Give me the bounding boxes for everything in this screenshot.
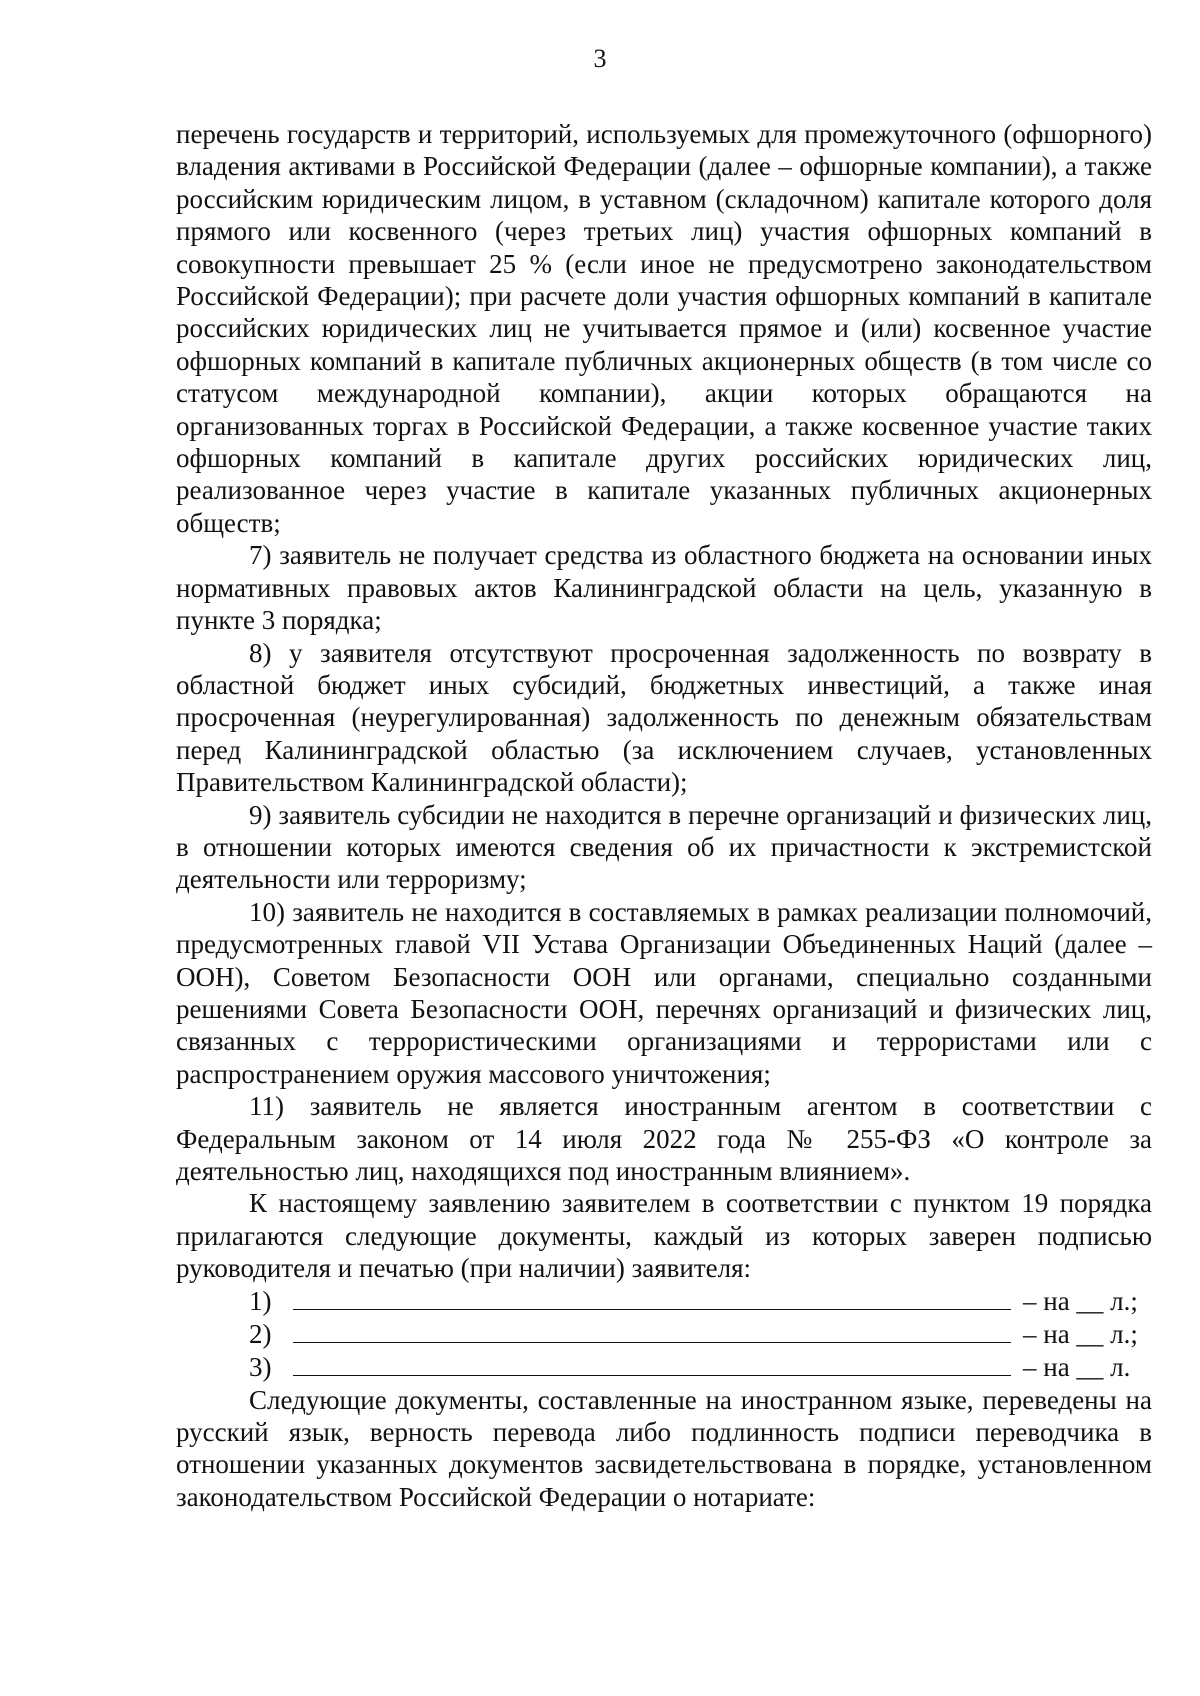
paragraph-item-10: 10) заявитель не находится в составляемых в рамках реализации полномочий, предусмотренных главой VII Устава Организации Объединенных Наций (далее – ООН), Советом Безопасности ООН или органами, специально созданными решениями Совета Безопасности ООН, перечнях организаций и физических лиц, связанных с террористическими организациями и террористами или с распространением оружия массового уничтожения; xyxy=(176,896,1152,1089)
attachment-sheets: – на __ л.; xyxy=(1023,1318,1138,1349)
attachment-row-3 xyxy=(176,1351,1152,1384)
attachment-blank-line xyxy=(293,1320,1011,1343)
paragraph-item-8: 8) у заявителя отсутствуют просроченная задолженность по возврату в областной бюджет иных субсидий, бюджетных инвестиций, а также иная просроченная (неурегулированная) задолженность по денежным обязательствам перед Калининградской областью (за исключением случаев, установленных Правительством Калининградской области); xyxy=(176,637,1152,798)
attachments-list xyxy=(176,1285,1152,1384)
paragraph-item-9: 9) заявитель субсидии не находится в перечне организаций и физических лиц, в отношении которых имеются сведения об их причастности к экстремистской деятельности или терроризму; xyxy=(176,799,1152,895)
attachment-sheets: – на __ л. xyxy=(1023,1351,1131,1382)
attachment-blank-line xyxy=(293,1287,1011,1310)
document-body xyxy=(176,118,1152,1513)
page-number: 3 xyxy=(593,44,607,73)
paragraph-offshore-continuation: перечень государств и территорий, используемых для промежуточного (офшорного) владения активами в Российской Федерации (далее – офшорные компании), а также российским юридическим лицом, в уставном (складочном) капитале которого доля прямого или косвенного (через третьих лиц) участия офшорных компаний в совокупности превышает 25 % (если иное не предусмотрено законодательством Российской Федерации); при расчете доли участия офшорных компаний в капитале российских юридических лиц не учитывается прямое и (или) косвенное участие офшорных компаний в капитале публичных акционерных обществ (в том числе со статусом международной компании), акции которых обращаются на организованных торгах в Российской Федерации, а также косвенное участие таких офшорных компаний в капитале других российских юридических лиц, реализованное через участие в капитале указанных публичных акционерных обществ; xyxy=(176,119,1152,538)
paragraph-attachments-intro: К настоящему заявлению заявителем в соответствии с пунктом 19 порядка прилагаются следующие документы, каждый из которых заверен подписью руководителя и печатью (при наличии) заявителя: xyxy=(176,1188,1152,1284)
paragraph-item-7: 7) заявитель не получает средства из областного бюджета на основании иных нормативных правовых актов Калининградской области на цель, указанную в пункте 3 порядка; xyxy=(176,540,1152,636)
paragraph-translated-documents: Следующие документы, составленные на иностранном языке, переведены на русский язык, верность перевода либо подлинность подписи переводчика в отношении указанных документов засвидетельствована в порядке, установленном законодательством Российской Федерации о нотариате: xyxy=(176,1384,1152,1512)
attachment-number: 1) xyxy=(249,1285,272,1316)
attachment-blank-line xyxy=(293,1353,1011,1376)
attachment-row-1 xyxy=(176,1285,1152,1318)
attachment-number: 3) xyxy=(249,1351,272,1382)
attachment-sheets: – на __ л.; xyxy=(1023,1285,1138,1316)
attachment-number: 2) xyxy=(249,1318,272,1349)
attachment-row-2 xyxy=(176,1318,1152,1351)
paragraph-item-11: 11) заявитель не является иностранным агентом в соответствии с Федеральным законом от 14 июля 2022 года № 255-ФЗ «О контроле за деятельностью лиц, находящихся под иностранным влиянием». xyxy=(176,1091,1152,1186)
